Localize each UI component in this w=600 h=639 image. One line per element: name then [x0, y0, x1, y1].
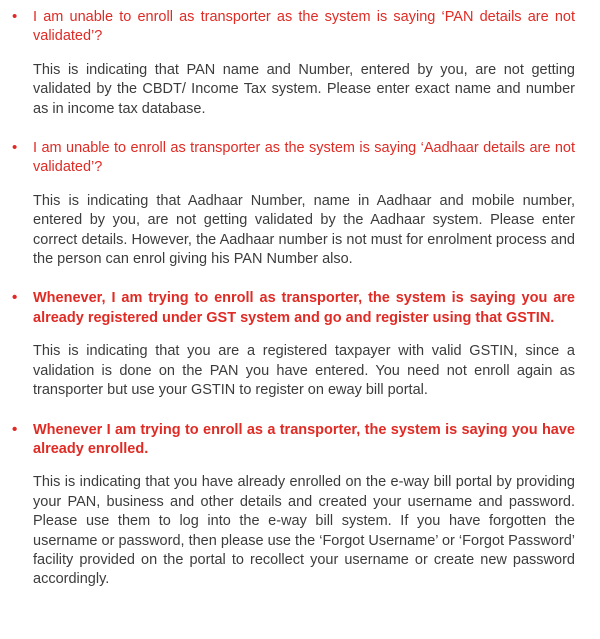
faq-item-already-enrolled: [12, 420, 575, 590]
faq-question-text: Whenever I am trying to enroll as a transporter, the system is saying you have already enrolled.: [33, 421, 575, 457]
faq-item-already-registered-gst: [12, 289, 575, 400]
faq-question-text: Whenever, I am trying to enroll as transporter, the system is saying you are already registered under GST system and go and register using that GSTIN.: [33, 290, 575, 326]
faq-question-text: I am unable to enroll as transporter as the system is saying ‘Aadhaar details are not validated’?: [33, 140, 575, 176]
faq-question: [12, 139, 575, 178]
faq-question: [12, 8, 575, 47]
faq-answer-text: This is indicating that you are a registered taxpayer with valid GSTIN, since a validation is done on the PAN you have entered. You need not enroll again as transporter but use your GSTIN to register on eway bill portal.: [33, 343, 575, 399]
faq-item-pan-not-validated: [12, 8, 575, 119]
faq-question: [12, 289, 575, 328]
faq-item-aadhaar-not-validated: [12, 139, 575, 269]
faq-question-text: I am unable to enroll as transporter as the system is saying ‘PAN details are not validated’?: [33, 9, 575, 45]
faq-answer-text: This is indicating that PAN name and Number, entered by you, are not getting validated by the CBDT/ Income Tax system. Please enter exact name and number as in income tax database.: [33, 61, 575, 117]
bullet-icon: •: [12, 8, 18, 25]
faq-answer-text: This is indicating that Aadhaar Number, name in Aadhaar and mobile number, entered by you, are not getting validated by the Aadhaar system. Please enter correct details. However, the Aadhaar number is not must for enrolment process and the person can enrol giving his PAN Number also.: [33, 192, 575, 268]
faq-answer-text: This is indicating that you have already enrolled on the e-way bill portal by providing your PAN, business and other details and created your username and password. Please use them to log into the e-way bill system. If you have forgotten the username or password, then please use the ‘Forgot Username’ or ‘Forgot Password’ facility provided on the portal to recollect your username or create new password accordingly.: [33, 474, 575, 588]
bullet-icon: •: [12, 139, 18, 157]
bullet-icon: •: [12, 420, 18, 438]
faq-question: [12, 420, 575, 460]
bullet-icon: •: [12, 289, 18, 307]
